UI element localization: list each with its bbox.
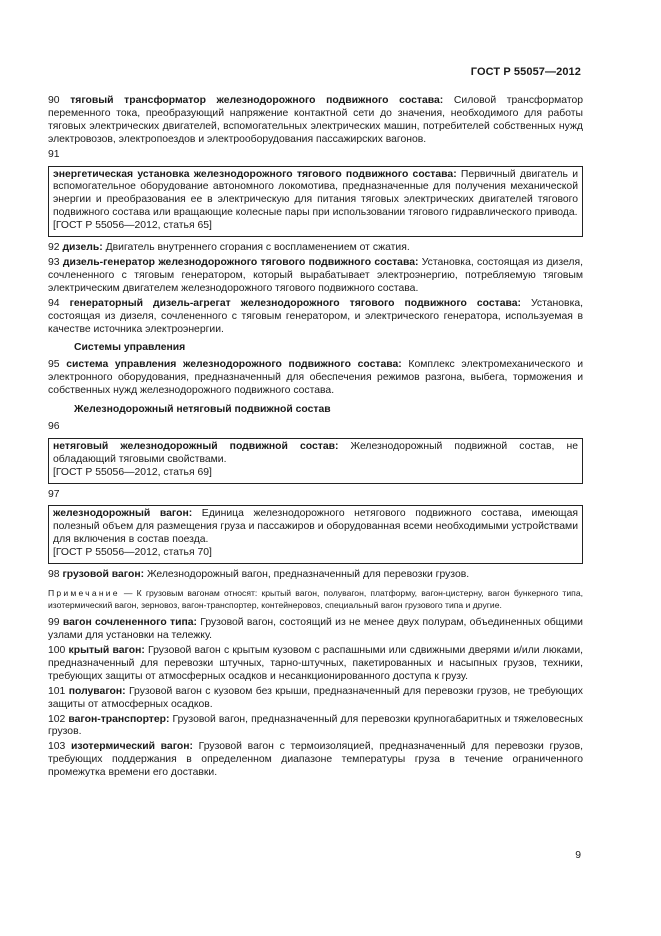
term-number: 98 xyxy=(48,569,60,581)
term-definition: Установка, состоящая из дизеля, сочлененного с тяговым генератором, который вырабатывает электроэнергию, потребляемую тяговым электрическим двигателем железнодорожного тягового подвижного состава. xyxy=(48,256,583,294)
note xyxy=(48,588,583,611)
term-reference: [ГОСТ Р 55056—2012, статья 70] xyxy=(53,547,212,559)
term-103 xyxy=(48,741,583,780)
term-number: 101 xyxy=(48,685,66,697)
term-number-97: 97 xyxy=(48,488,60,500)
term-definition: Единица железнодорожного нетягового подвижного состава, имеющая полезный объем для размещения груза и пассажиров и оборудованная всеми необходимыми устройствами для включения в состав поезда. xyxy=(53,508,578,546)
term-definition: Грузовой вагон, состоящий из не менее двух полурам, объединенных общими узлами для установки на тележку. xyxy=(48,617,583,642)
term-95 xyxy=(48,359,583,398)
term-title: нетяговый железнодорожный подвижной состав: xyxy=(53,440,339,452)
term-number: 94 xyxy=(48,297,60,309)
term-definition: Железнодорожный подвижной состав, не обладающий тяговыми свойствами. xyxy=(53,440,578,465)
term-93 xyxy=(48,257,583,296)
term-box-91 xyxy=(48,166,583,238)
term-title: крытый вагон: xyxy=(68,645,145,656)
term-box-97 xyxy=(48,505,583,564)
term-title: полувагон: xyxy=(68,685,126,697)
note-label: Примечание xyxy=(48,588,120,598)
term-102 xyxy=(48,714,583,740)
term-number: 95 xyxy=(48,359,60,371)
term-title: железнодорожный вагон: xyxy=(53,508,193,520)
term-title: изотермический вагон: xyxy=(71,741,193,753)
term-number: 100 xyxy=(48,645,66,656)
term-number: 99 xyxy=(48,617,60,629)
term-definition: Грузовой вагон с крытым кузовом с распашными или сдвижными дверями и/или люками, предназначенный для перевозки штучных, тарно-штучных, пакетированных и насыпных грузов, техники, требующих защиты от атмосферных осадков и несанкционированного доступа к грузу. xyxy=(48,645,584,682)
term-definition: Двигатель внутреннего сгорания с воспламенением от сжатия. xyxy=(105,242,410,254)
term-number: 90 xyxy=(48,95,60,106)
term-definition: Грузовой вагон, предназначенный для перевозки крупногабаритных и тяжеловесных грузов. xyxy=(48,713,583,738)
term-100 xyxy=(48,645,583,684)
term-title: вагон сочлененного типа: xyxy=(62,617,197,629)
term-box-96 xyxy=(48,438,583,484)
section-heading-nontraction: Железнодорожный нетяговый подвижной состав xyxy=(74,404,331,416)
section-heading-control: Системы управления xyxy=(74,342,186,354)
term-reference: [ГОСТ Р 55056—2012, статья 65] xyxy=(53,220,212,232)
page-number: 9 xyxy=(575,850,581,861)
term-101 xyxy=(48,686,583,712)
term-number: 103 xyxy=(48,741,66,753)
term-92 xyxy=(48,242,583,255)
term-title: тяговый трансформатор железнодорожного подвижного состава: xyxy=(70,95,444,106)
term-definition: Грузовой вагон с кузовом без крыши, предназначенный для перевозки грузов, не требующих защиты от атмосферных осадков. xyxy=(48,685,583,710)
term-90 xyxy=(48,95,583,147)
term-definition: Установка, состоящая из дизеля, сочлененного с тяговым генератором, и электрического генератора, используемая в качестве источника электроэнергии. xyxy=(48,297,584,335)
page-content xyxy=(48,95,583,782)
term-reference: [ГОСТ Р 55056—2012, статья 69] xyxy=(53,466,212,478)
term-title: система управления железнодорожного подвижного состава: xyxy=(66,359,402,371)
term-definition: Первичный двигатель и вспомогательное оборудование автономного локомотива, предназначенные для получения механической энергии и преобразования ее в электрическую для питания тяговых электрических двигателей тягового подвижного состава или вращающие колесные пары при использовании тягового гидравлического привода. xyxy=(53,168,579,219)
term-number-91: 91 xyxy=(48,148,60,160)
term-definition: Железнодорожный вагон, предназначенный для перевозки грузов. xyxy=(146,569,470,581)
term-98 xyxy=(48,569,583,582)
term-title: генераторный дизель-агрегат железнодорожного тягового подвижного состава: xyxy=(69,297,521,309)
term-number: 93 xyxy=(48,256,60,268)
term-94 xyxy=(48,298,583,337)
term-title: грузовой вагон: xyxy=(62,569,145,581)
term-number-96: 96 xyxy=(48,420,60,432)
term-number: 92 xyxy=(48,242,60,254)
term-title: вагон-транспортер: xyxy=(68,713,170,725)
term-definition: Силовой трансформатор переменного тока, преобразующий напряжение контактной сети до значения, необходимого для работы тяговых электрических двигателей, вспомогательных электрических машин, потребителей собственных нужд электровозов, электропоездов и электрооборудования пассажирских вагонов. xyxy=(48,95,584,145)
term-title: дизель: xyxy=(62,242,103,254)
standard-header: ГОСТ Р 55057—2012 xyxy=(470,66,581,78)
term-title: дизель-генератор железнодорожного тягового подвижного состава: xyxy=(62,256,419,268)
term-definition: Комплекс электромеханического и электронного оборудования, предназначенный для обеспечения режимов разгона, выбега, торможения и собственных нужд железнодорожного подвижного состава. xyxy=(48,359,583,397)
term-99 xyxy=(48,617,583,643)
note-text: — К грузовым вагонам относят: крытый вагон, полувагон, платформу, вагон-цистерну, вагон бункерного типа, изотермический вагон, зерновоз, вагон-транспортер, контейнеровоз, специальный вагон грузового типа и другие. xyxy=(48,588,583,610)
term-title: энергетическая установка железнодорожного тягового подвижного состава: xyxy=(53,168,457,180)
term-definition: Грузовой вагон с термоизоляцией, предназначенный для перевозки грузов, требующих поддержания в определенном диапазоне температуры груза в течение ограниченного промежутка времени его доставки. xyxy=(48,741,584,779)
term-number: 102 xyxy=(48,713,66,725)
